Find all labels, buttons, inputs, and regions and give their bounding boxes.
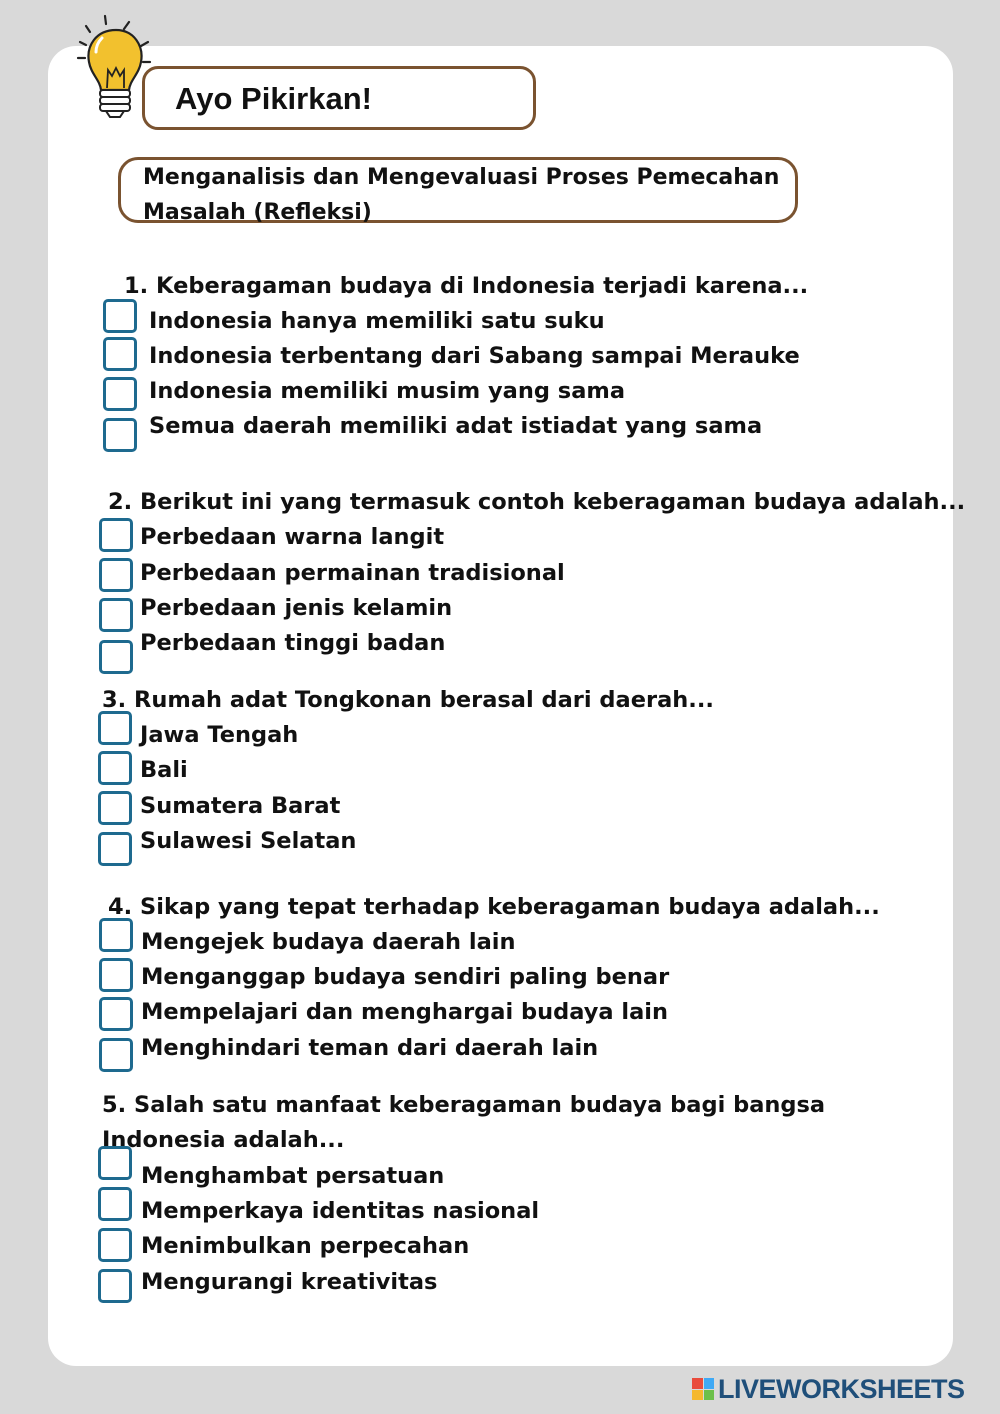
q2-option-1-checkbox[interactable] xyxy=(99,518,133,552)
question-4-text: 4. Sikap yang tepat terhadap keberagaman budaya adalah... xyxy=(108,894,880,920)
q2-option-3-checkbox[interactable] xyxy=(99,598,133,632)
q3-option-3-checkbox[interactable] xyxy=(98,791,132,825)
q3-option-1-label: Jawa Tengah xyxy=(140,722,299,748)
q5-option-3-label: Menimbulkan perpecahan xyxy=(141,1233,470,1259)
q2-option-4-checkbox[interactable] xyxy=(99,640,133,674)
q3-option-4-label: Sulawesi Selatan xyxy=(140,828,357,854)
q2-option-1-label: Perbedaan warna langit xyxy=(140,524,445,550)
q5-option-4-label: Mengurangi kreativitas xyxy=(141,1269,438,1295)
liveworksheets-logo[interactable] xyxy=(692,1374,965,1404)
q4-option-2-checkbox[interactable] xyxy=(99,958,133,992)
q5-option-4-checkbox[interactable] xyxy=(98,1269,132,1303)
q3-option-4-checkbox[interactable] xyxy=(98,832,132,866)
q2-option-4-label: Perbedaan tinggi badan xyxy=(140,630,446,656)
q5-option-2-checkbox[interactable] xyxy=(98,1187,132,1221)
question-2-text: 2. Berikut ini yang termasuk contoh keberagaman budaya adalah... xyxy=(108,489,966,515)
q5-option-1-label: Menghambat persatuan xyxy=(141,1163,445,1189)
q1-option-1-checkbox[interactable] xyxy=(103,299,137,333)
q5-option-3-checkbox[interactable] xyxy=(98,1228,132,1262)
q3-option-1-checkbox[interactable] xyxy=(98,711,132,745)
q1-option-4-checkbox[interactable] xyxy=(103,418,137,452)
q1-option-4-label: Semua daerah memiliki adat istiadat yang sama xyxy=(149,413,763,439)
q3-option-2-checkbox[interactable] xyxy=(98,751,132,785)
q1-option-2-label: Indonesia terbentang dari Sabang sampai Merauke xyxy=(149,343,800,369)
q3-option-3-label: Sumatera Barat xyxy=(140,793,341,819)
page-subtitle: Menganalisis dan Mengevaluasi Proses Pemecahan Masalah (Refleksi) xyxy=(143,165,780,225)
q2-option-2-label: Perbedaan permainan tradisional xyxy=(140,560,565,586)
question-3-text: 3. Rumah adat Tongkonan berasal dari daerah... xyxy=(102,687,714,713)
page-title: Ayo Pikirkan! xyxy=(175,81,372,116)
q4-option-2-label: Menganggap budaya sendiri paling benar xyxy=(141,964,670,990)
q4-option-3-label: Mempelajari dan menghargai budaya lain xyxy=(141,999,669,1025)
title-box xyxy=(142,66,536,130)
question-5-text: 5. Salah satu manfaat keberagaman budaya bagi bangsa Indonesia adalah... xyxy=(102,1092,826,1153)
q1-option-2-checkbox[interactable] xyxy=(103,337,137,371)
q1-option-3-checkbox[interactable] xyxy=(103,377,137,411)
subtitle-box xyxy=(118,157,798,223)
q4-option-4-label: Menghindari teman dari daerah lain xyxy=(141,1035,599,1061)
question-1-text: 1. Keberagaman budaya di Indonesia terjadi karena... xyxy=(124,273,809,299)
brand-name: LIVEWORKSHEETS xyxy=(718,1373,965,1404)
q4-option-4-checkbox[interactable] xyxy=(99,1038,133,1072)
q3-option-2-label: Bali xyxy=(140,757,188,783)
q4-option-1-checkbox[interactable] xyxy=(99,918,133,952)
q1-option-3-label: Indonesia memiliki musim yang sama xyxy=(149,378,626,404)
q2-option-2-checkbox[interactable] xyxy=(99,558,133,592)
q4-option-3-checkbox[interactable] xyxy=(99,997,133,1031)
q5-option-2-label: Memperkaya identitas nasional xyxy=(141,1198,540,1224)
q2-option-3-label: Perbedaan jenis kelamin xyxy=(140,595,453,621)
q4-option-1-label: Mengejek budaya daerah lain xyxy=(141,929,516,955)
q1-option-1-label: Indonesia hanya memiliki satu suku xyxy=(149,308,605,334)
q5-option-1-checkbox[interactable] xyxy=(98,1146,132,1180)
liveworksheets-logo-icon xyxy=(692,1378,714,1400)
